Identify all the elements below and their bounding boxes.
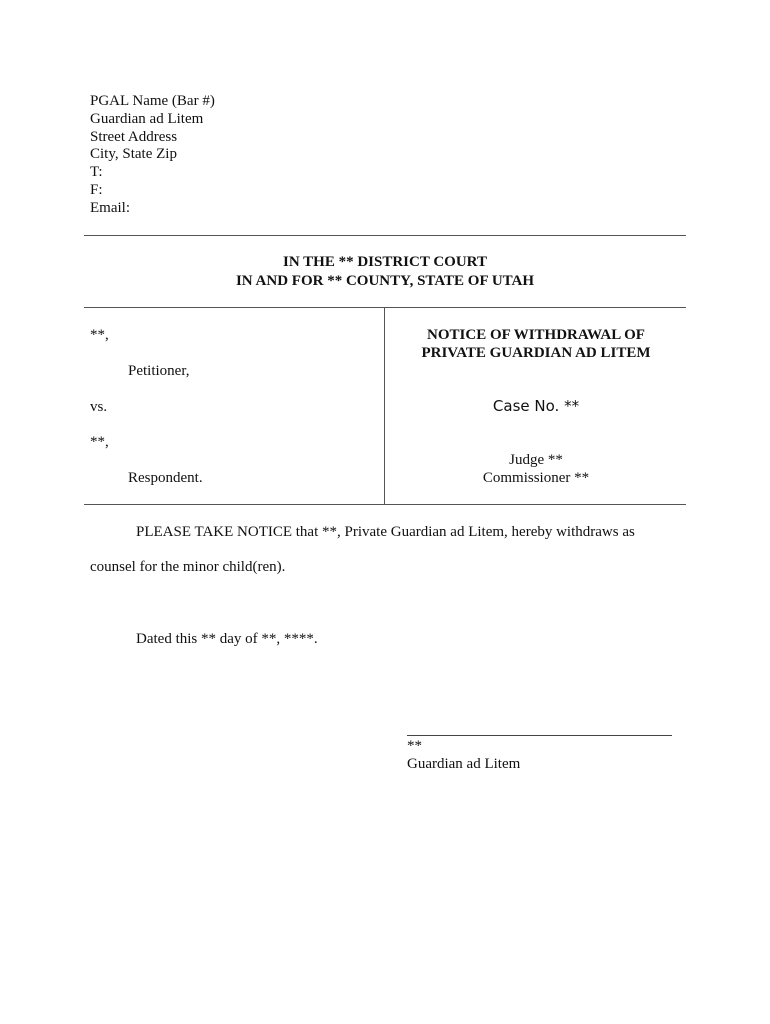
signature-name: ** <box>407 738 422 754</box>
notice-paragraph-line2: counsel for the minor child(ren). <box>90 559 286 575</box>
versus-label: vs. <box>90 399 108 415</box>
attorney-info-block <box>90 93 215 218</box>
attorney-email: Email: <box>90 199 130 216</box>
attorney-street: Street Address <box>90 128 178 145</box>
divider-caption-top <box>84 307 686 308</box>
respondent-label: Respondent. <box>128 470 203 486</box>
court-heading-line1: IN THE ** DISTRICT COURT <box>283 254 487 270</box>
petitioner-name: **, <box>90 327 109 343</box>
caption-divider <box>384 307 385 505</box>
judge-label: Judge ** <box>509 452 563 468</box>
dated-line: Dated this ** day of **, ****. <box>136 631 318 647</box>
notice-title-line1: NOTICE OF WITHDRAWAL OF <box>427 327 645 343</box>
notice-title-line2: PRIVATE GUARDIAN AD LITEM <box>421 345 651 361</box>
signature-title: Guardian ad Litem <box>407 756 521 772</box>
commissioner-label: Commissioner ** <box>482 470 590 486</box>
attorney-role: Guardian ad Litem <box>90 110 204 127</box>
divider-top <box>84 235 686 236</box>
signature-line <box>407 735 672 736</box>
attorney-phone: T: <box>90 164 103 181</box>
respondent-name: **, <box>90 434 109 450</box>
divider-caption-bottom <box>84 504 686 505</box>
court-heading-line2: IN AND FOR ** COUNTY, STATE OF UTAH <box>235 273 535 289</box>
attorney-city: City, State Zip <box>90 146 177 163</box>
notice-paragraph-line1: PLEASE TAKE NOTICE that **, Private Guardian ad Litem, hereby withdraws as <box>136 524 635 540</box>
petitioner-label: Petitioner, <box>128 363 190 379</box>
case-number: Case No. ** <box>492 397 580 415</box>
attorney-fax: F: <box>90 181 103 198</box>
attorney-name: PGAL Name (Bar #) <box>90 93 215 109</box>
